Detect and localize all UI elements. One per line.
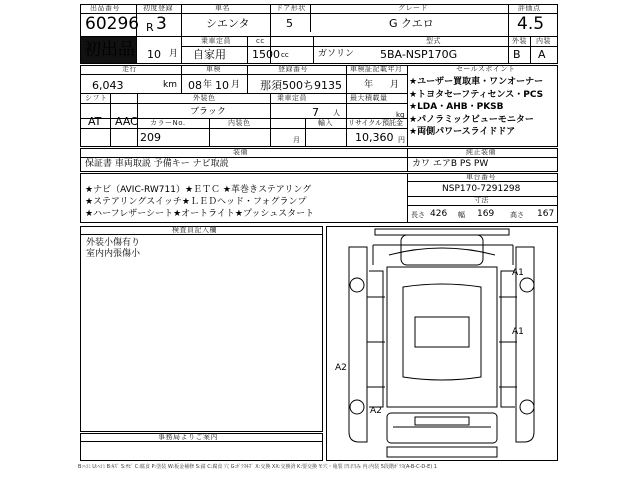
interior-score: A [538, 48, 546, 61]
shaken-year: 08 [188, 79, 202, 92]
inspection-month-value: 月 [390, 80, 400, 90]
car-name: シエンタ [206, 17, 250, 30]
door-count: 5 [286, 17, 293, 30]
dims-label: 寸法 [474, 196, 489, 204]
registration-label: 登録番号 [278, 65, 308, 73]
lot-no-label: 出品番号 [90, 4, 120, 12]
height-label: 高さ [510, 211, 524, 219]
door-type-label: ドア形状 [276, 4, 306, 12]
sales-point: ★ユーザー買取車・ワンオーナー [409, 77, 544, 87]
model-code: 5BA-NSP170G [380, 48, 458, 61]
grade-value: G クエロ [389, 17, 434, 30]
damage-mark: A2 [335, 363, 347, 373]
model-label: 型式 [426, 37, 441, 45]
recycle-unit: 円 [398, 136, 405, 144]
sales-point: ★トヨタセーフティセンス・PCS [409, 89, 544, 100]
inspection-year-label: 車検証記載年月 [350, 65, 403, 73]
equipment-label: 装備 [233, 148, 248, 156]
reg-year: 3 [156, 14, 167, 34]
displacement-label: cc [256, 37, 265, 45]
first-sale-text: 初出品 [84, 40, 135, 60]
recycle-fee: 10,360 [355, 131, 394, 144]
exterior-score: B [513, 48, 521, 61]
frame-no-label: 車台番号 [466, 173, 496, 181]
options-label: 純正装備 [466, 148, 496, 156]
width-label: 幅 [458, 211, 465, 219]
office-label: 事務局よりご案内 [158, 433, 218, 441]
sales-points-list [409, 76, 559, 139]
length-label: 長さ [411, 211, 425, 219]
damage-mark: A1 [512, 268, 524, 278]
shaken-month-unit: 月 [231, 80, 241, 90]
lot-number: 60296 [85, 14, 140, 34]
footer-legend: B:ﾍｺﾐ U:ﾍｺﾐ B:ｷｽﾞ S:ｻﾋﾞ C:腐食 P:塗装 W:板金補修 S:錆 C:腐食 穴 G:ｶﾞﾗｽｷｽﾞ X:交換 XX:交換済 K:要交換 Y:穴・亀裂 凹:凹み 内:内装 5段階ｶﾞﾗｽ(A-B-C-D-E) 1 [78, 464, 437, 470]
reg-month: 10 [147, 48, 161, 61]
damage-mark: A2 [370, 406, 382, 416]
color-name: ブラック [190, 107, 226, 117]
displacement-value: 1500 [252, 48, 280, 61]
max-load-unit: kg [396, 111, 405, 119]
recycle-label: リサイクル預託金 [348, 119, 404, 127]
shaken-year-unit: 年 [203, 80, 213, 90]
usage-label-top: 乗車定員 [201, 37, 231, 45]
feature-line: ★ステアリングスイッチ★ＬＥＤヘッド・フォグランプ [85, 197, 307, 207]
exterior-score-label: 外装 [512, 37, 527, 45]
shaken-label: 車検 [206, 65, 221, 73]
inspection-year-value: 年 [364, 80, 374, 90]
equipment-text: 保証書 車両取説 予備キー ナビ取説 [85, 159, 229, 169]
interior-color-label: 内装色 [228, 119, 251, 127]
grade-label: グレード [398, 4, 428, 12]
color-no-label: カラーNo. [150, 119, 186, 127]
width-value: 169 [477, 209, 495, 219]
aircon-value: AAC [115, 115, 138, 128]
usage-value: 自家用 [193, 48, 226, 61]
car-diagram [327, 227, 556, 460]
first-reg-label: 初度登録 [143, 4, 173, 12]
features-list [85, 184, 314, 220]
registration-value: 那須500ち9135 [260, 79, 342, 92]
frame-no-value: NSP170-7291298 [442, 184, 521, 194]
options-text: カワ エアB PS PW [412, 159, 489, 169]
fuel-value: ガソリン [318, 49, 355, 59]
damage-mark: A1 [512, 327, 524, 337]
car-name-label: 車名 [215, 4, 230, 12]
score-label: 評価点 [518, 4, 541, 12]
capacity-unit: 人 [333, 109, 340, 117]
sales-points-label: セールスポイント [456, 65, 516, 73]
mileage-label: 走行 [122, 65, 137, 73]
overall-score: 4.5 [517, 14, 545, 34]
color-no-value: 209 [140, 131, 161, 144]
inspector-label: 検査員記入欄 [172, 226, 217, 234]
shift-label: シフト [85, 94, 108, 102]
capacity-value: 7 [312, 106, 319, 119]
import-label: 輸入 [318, 119, 333, 127]
inspector-notes [86, 238, 140, 260]
capacity-label: 乗車定員 [277, 94, 307, 102]
feature-line: ★ナビ（AVIC-RW711）★ＥＴＣ ★革巻きステアリング [85, 185, 312, 195]
mileage-unit: km [163, 80, 177, 90]
shift-value: AT [88, 115, 102, 128]
reg-era: R [146, 21, 154, 34]
inspector-note: 室内内張傷小 [86, 249, 141, 259]
sales-point: ★両側パワースライドドア [409, 127, 516, 137]
displacement-unit: cc [281, 51, 289, 59]
feature-line: ★ハーフレザーシート★オートライト★プッシュスタート [85, 209, 315, 219]
mileage-value: 6,043 [92, 79, 124, 92]
import-unit: 月 [293, 136, 300, 144]
exterior-color-label: 外装色 [193, 94, 216, 102]
max-load-label: 最大積載量 [350, 94, 388, 102]
height-value: 167 [537, 209, 555, 219]
sales-point: ★LDA・AHB・PKSB [409, 102, 504, 112]
sales-point: ★パノラミックビューモニター [409, 114, 534, 125]
length-value: 426 [430, 209, 448, 219]
reg-month-unit: 月 [169, 49, 179, 59]
interior-score-label: 内装 [536, 37, 551, 45]
shaken-month: 10 [215, 79, 229, 92]
inspector-note: 外装小傷有り [86, 238, 141, 248]
